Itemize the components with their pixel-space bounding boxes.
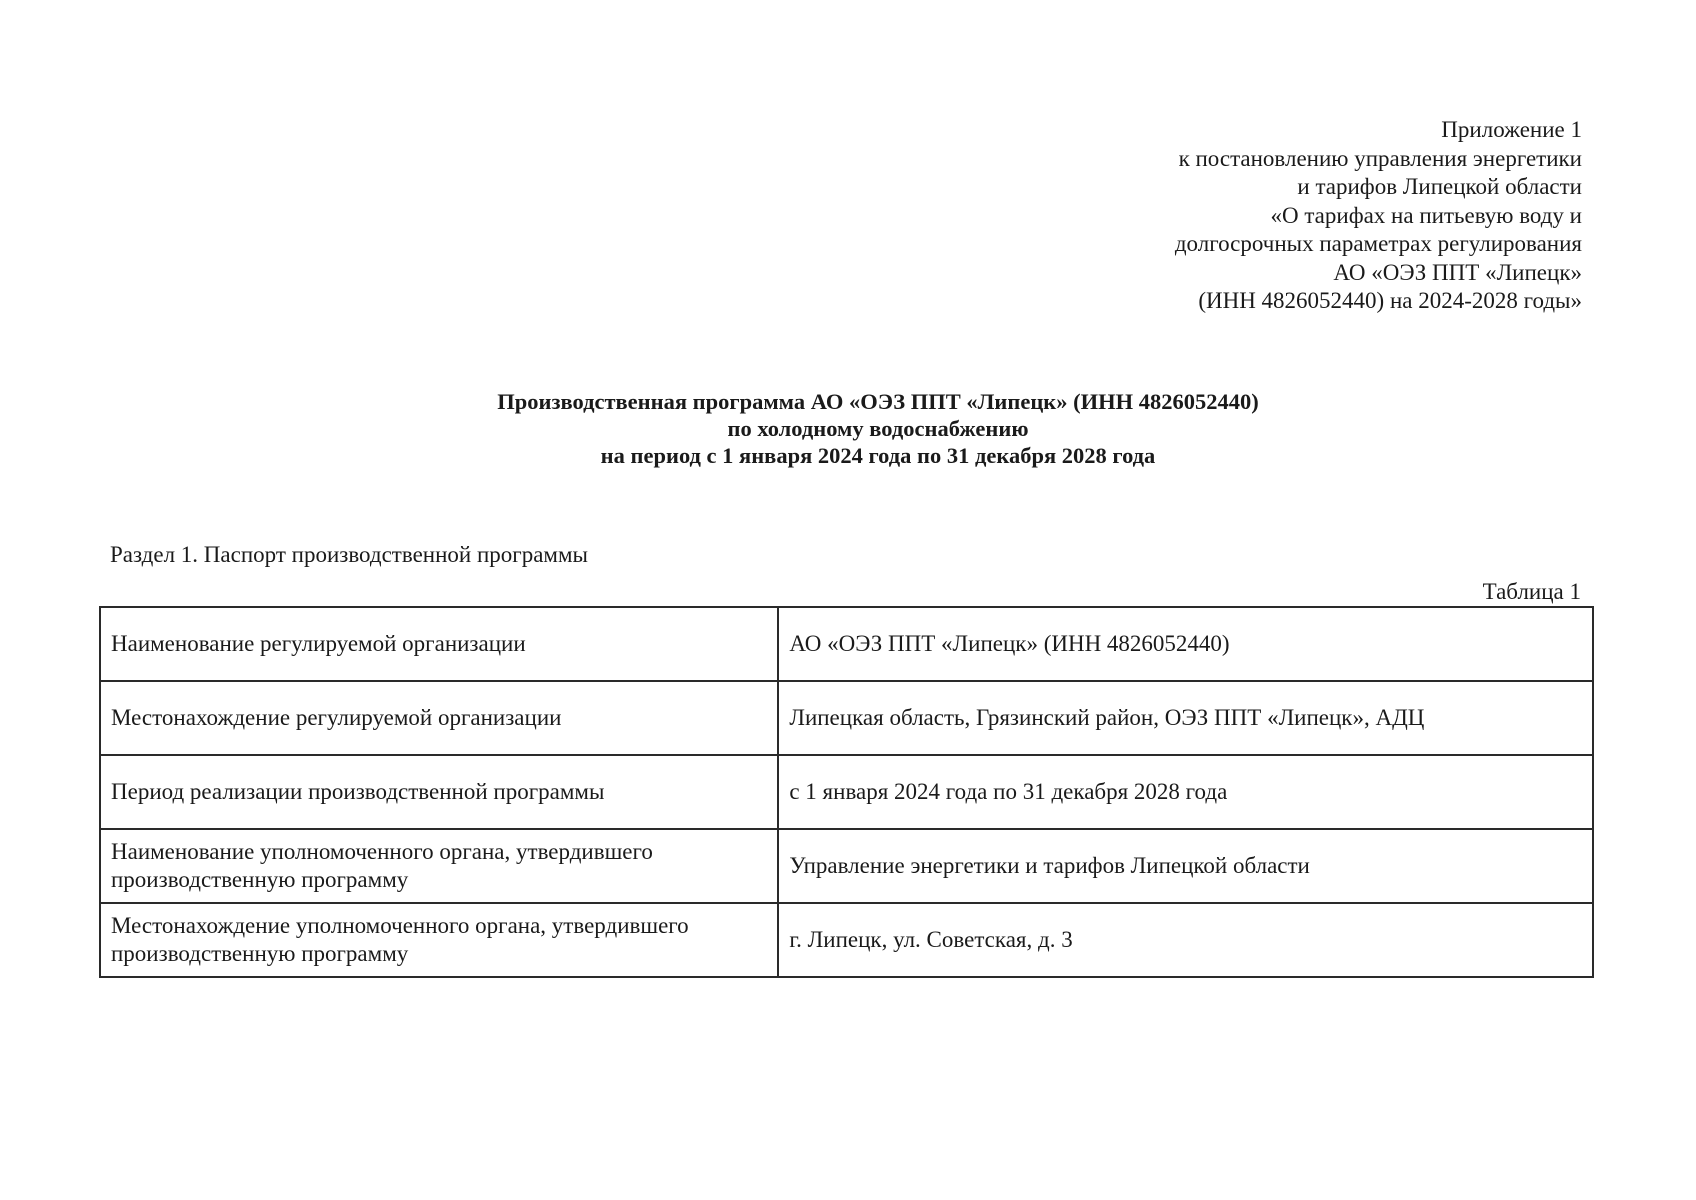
appendix-line: и тарифов Липецкой области (1297, 174, 1582, 199)
row-label: Наименование уполномоченного органа, утвердившего производственную программу (100, 829, 778, 903)
table-row (100, 681, 1593, 755)
appendix-line: «О тарифах на питьевую воду и (1270, 202, 1582, 228)
table-label: Таблица 1 (1482, 579, 1581, 604)
row-value: с 1 января 2024 года по 31 декабря 2028 года (778, 755, 1593, 829)
row-value: АО «ОЭЗ ППТ «Липецк» (ИНН 4826052440) (778, 607, 1593, 681)
table-row (100, 903, 1593, 977)
table-row (100, 607, 1593, 681)
row-label: Местонахождение регулируемой организации (100, 681, 778, 755)
appendix-line: Приложение 1 (1441, 117, 1582, 142)
title-line: по холодному водоснабжению (727, 416, 1029, 441)
title-line: Производственная программа АО «ОЭЗ ППТ «Липецк» (ИНН 4826052440) (497, 389, 1259, 414)
row-value: Липецкая область, Грязинский район, ОЭЗ ППТ «Липецк», АДЦ (778, 681, 1593, 755)
document-title (0, 388, 1696, 469)
appendix-block (1022, 116, 1582, 316)
table-row (100, 755, 1593, 829)
passport-table (99, 606, 1594, 978)
appendix-line: долгосрочных параметрах регулирования (1174, 231, 1582, 256)
appendix-line: (ИНН 4826052440) на 2024-2028 годы» (1198, 288, 1582, 313)
row-label: Наименование регулируемой организации (100, 607, 778, 681)
row-label: Местонахождение уполномоченного органа, утвердившего производственную программу (100, 903, 778, 977)
appendix-line: АО «ОЭЗ ППТ «Липецк» (1333, 259, 1582, 285)
row-value: г. Липецк, ул. Советская, д. 3 (778, 903, 1593, 977)
appendix-line: к постановлению управления энергетики (1178, 145, 1582, 171)
section-heading: Раздел 1. Паспорт производственной программы (110, 542, 588, 567)
table-row (100, 829, 1593, 903)
row-value: Управление энергетики и тарифов Липецкой области (778, 829, 1593, 903)
title-line: на период с 1 января 2024 года по 31 декабря 2028 года (600, 443, 1156, 468)
row-label: Период реализации производственной программы (100, 755, 778, 829)
